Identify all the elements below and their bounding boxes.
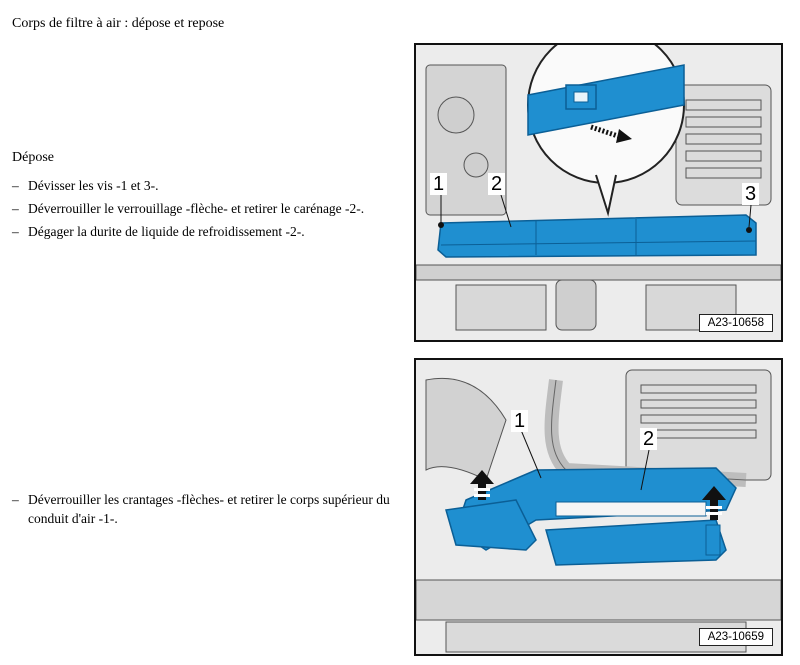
- callout-2: 2: [488, 173, 505, 195]
- figure-reference-1: A23-10658: [699, 314, 773, 332]
- document-title: Corps de filtre à air : dépose et repose: [12, 16, 225, 31]
- removal-heading: Dépose: [12, 150, 54, 165]
- callout-3: 3: [742, 183, 759, 205]
- removal-steps: [12, 174, 364, 243]
- removal-steps-continued: [12, 490, 392, 528]
- callout-1: 1: [511, 410, 528, 432]
- engine-bay-illustration-2: [416, 360, 781, 654]
- callout-2: 2: [640, 428, 657, 450]
- step-2: – Déverrouiller le verrouillage -flèche- et retirer le carénage -2-.: [12, 197, 364, 220]
- engine-bay-illustration-1: [416, 45, 781, 340]
- callout-1: 1: [430, 173, 447, 195]
- step-3: – Dégager la durite de liquide de refroidissement -2-.: [12, 220, 364, 243]
- figure-air-duct-upper-body: [414, 358, 783, 656]
- figure-reference-2: A23-10659: [699, 628, 773, 646]
- step-4: – Déverrouiller les crantages -flèches- et retirer le corps supérieur du conduit d'air -1-.: [12, 490, 392, 528]
- step-1: – Dévisser les vis -1 et 3-.: [12, 174, 364, 197]
- figure-air-filter-cover: [414, 43, 783, 342]
